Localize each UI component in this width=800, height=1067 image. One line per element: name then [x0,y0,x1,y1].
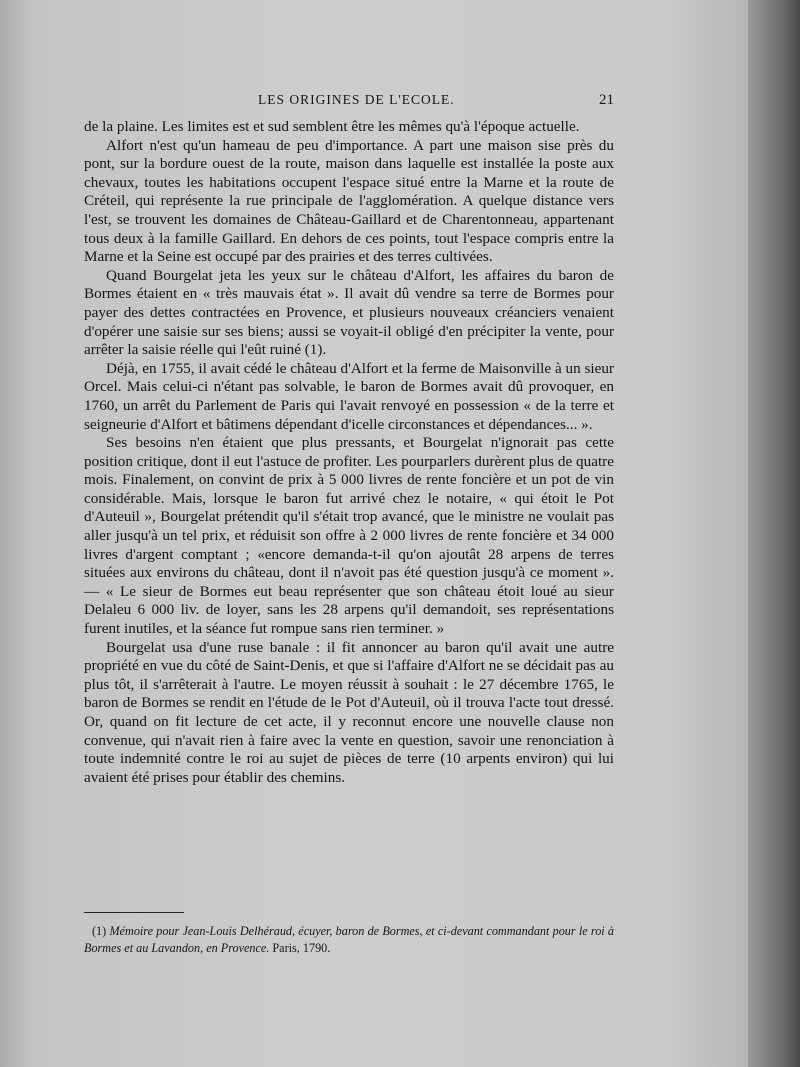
running-header [88,92,614,112]
running-title: LES ORIGINES DE L'ECOLE. [258,92,455,107]
footnote-title: Mémoire pour Jean-Louis Delhéraud, écuyer, baron de Bormes, et ci-devant commandant pour le roi à Bormes et au Lavandon, en Provence. [84,924,615,955]
book-gutter [748,0,800,1067]
paragraph: Déjà, en 1755, il avait cédé le château d'Alfort et la ferme de Maisonville à un sieur Orcel. Mais celui-ci n'étant pas solvable, le baron de Bormes avait dû provoquer, en 1760, un arrêt du Parlement de Paris qui l'avait renvoyé en possession « de la terre et seigneurie d'Alfort et bâtimens dépendant d'icelle circonstances et dépendances... ». [84,359,614,433]
footnote [84,923,614,957]
paragraph: Ses besoins n'en étaient que plus pressants, et Bourgelat n'ignorait pas cette position critique, dont il eut l'astuce de profiter. Les pourparlers durèrent plus de quatre mois. Finalement, on convint de prix à 5 000 livres de rente foncière et un pot de vin considérable. Mais, lorsque le baron fut arrivé chez le notaire, « qui étoit le Pot d'Auteuil », Bourgelat prétendit qu'il s'était trop avancé, que le ministre ne voulait pas aller jusqu'à un tel prix, et réduisit son offre à 2 000 livres de rente foncière et 34 000 livres d'argent comptant ; «encore demanda-t-il qu'on ajoutât 28 arpens de terres situées aux environs du château, dont il n'avoit pas été question jusqu'à ce moment ». — « Le sieur de Bormes eut beau représenter que son château étoit loué au sieur Delaleu 6 000 liv. de loyer, sans les 28 arpens qu'il demandoit, ses représentations furent inutiles, et la séance fut rompue sans rien terminer. » [84,434,614,638]
paragraph: de la plaine. Les limites est et sud semblent être les mêmes qu'à l'époque actuelle. [84,118,580,135]
paragraph: Quand Bourgelat jeta les yeux sur le château d'Alfort, les affaires du baron de Bormes étaient en « très mauvais état ». Il avait dû vendre sa terre de Bormes pour payer des dettes contractées en Provence, et plusieurs nouveaux créanciers venaient d'opérer une saisie sur ses biens; aussi se voyait-il obligé d'en précipiter la vente, pour arrêter la saisie réelle qui l'eût ruiné (1). [84,266,614,359]
footnote-rule [84,912,184,913]
footnote-publication: Paris, 1790. [272,941,331,955]
page-number: 21 [599,92,614,108]
paragraph: Bourgelat usa d'une ruse banale : il fit annoncer au baron qu'il avait une autre propriété en vue du côté de Saint-Denis, et que si l'affaire d'Alfort ne se décidait pas au plus tôt, il s'arrêterait à l'autre. Le moyen réussit à souhait : le 27 décembre 1765, le baron de Bormes se rendit en l'étude de le Pot d'Auteuil, où il trouva l'acte tout dressé. Or, quand on fit lecture de cet acte, il y reconnut encore une nouvelle clause non convenue, qui n'avait rien à faire avec la vente en question, savoir une renonciation à toute indemnité contre le roi au sujet de pièces de terre (10 arpents environ) qui lui avaient été prises pour établir des chemins. [84,638,614,786]
body-text [84,118,614,787]
paragraph: Alfort n'est qu'un hameau de peu d'importance. A part une maison sise près du pont, sur la bordure ouest de la route, maison dans laquelle est installée la poste aux chevaux, toutes les habitations occupent l'espace situé entre la Marne et la route de Créteil, qui représente la rue principale de l'agglomération. A quelque distance vers l'est, se trouvent les domaines de Château-Gaillard et de Charentonneau, appartenant tous deux à la famille Gaillard. En dehors de ces points, tout l'espace compris entre la Marne et la Seine est occupé par des prairies et des terres cultivées. [84,136,614,266]
footnote-number: (1) [92,924,107,938]
